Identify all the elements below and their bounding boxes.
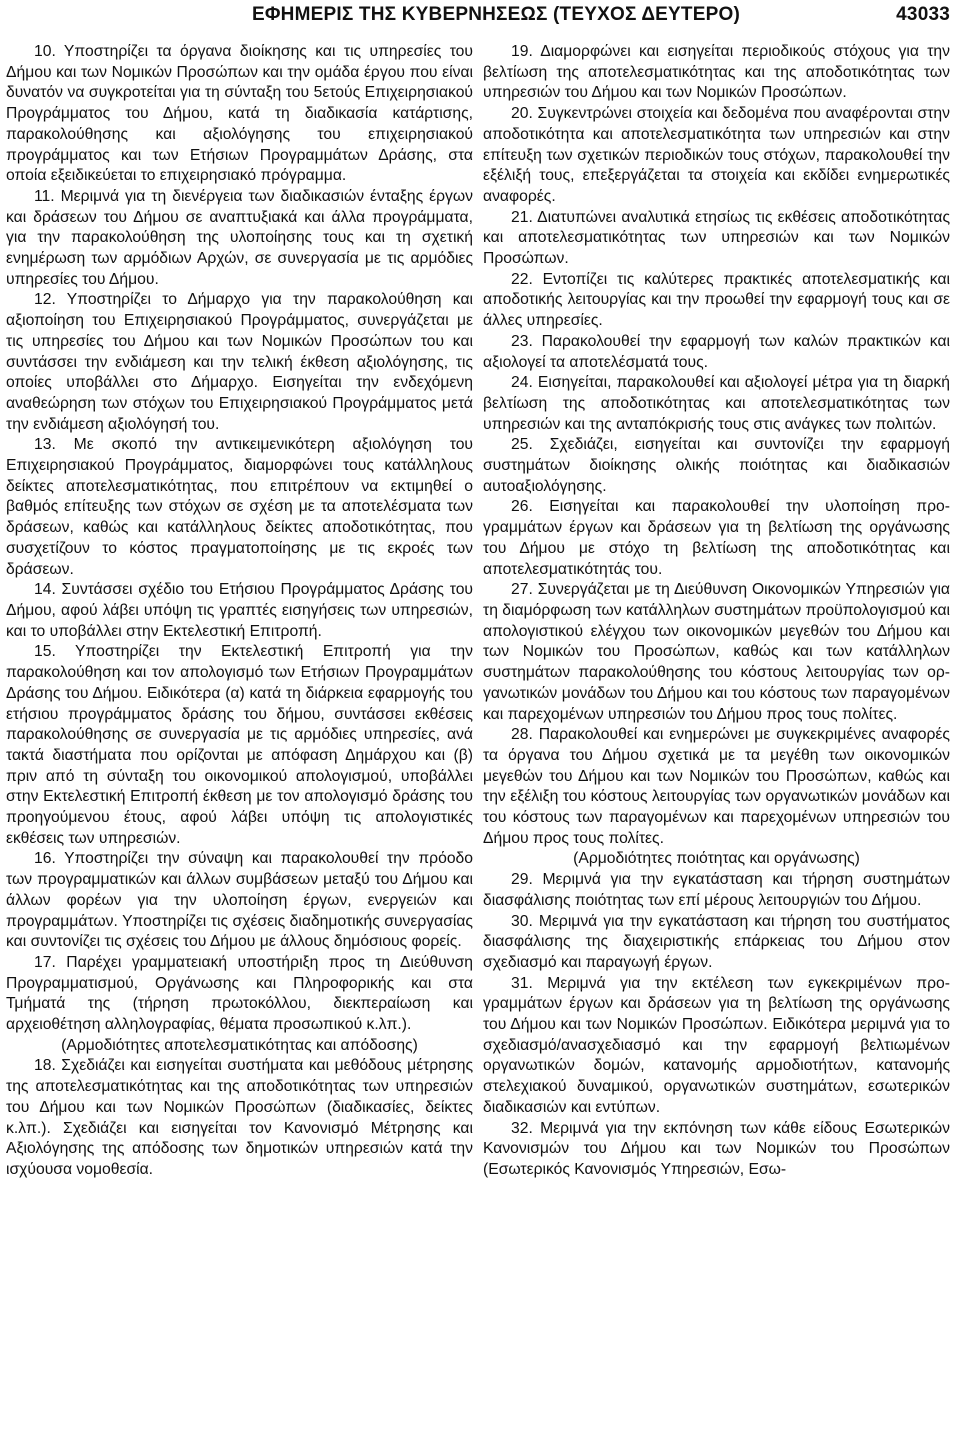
paragraph-23: 23. Παρακολουθεί την εφαρμογή των καλών πρακτικών και αξιολογεί τα αποτελέσματά τους. bbox=[483, 332, 950, 371]
paragraph-10: 10. Υποστηρίζει τα όργανα διοίκησης και τις υπηρεσίες του Δήμου και των Νομικών Προσώπων και την ομάδα έργου που είναι δυνατόν να συγκροτείται για τη σύνταξη του 5ετούς Επιχειρησιακού Προγράμματος του Δήμου, κατά τη διαδικασία κατάρτισης, παρακολούθησης και αξιολόγησης του επιχειρησιακού προγράμματος και των Ετήσιων Προγραμμάτων Δράσης, στα οποία εξειδικεύεται το επιχειρησιακό πρόγραμμα. bbox=[6, 43, 473, 185]
page-header bbox=[6, 0, 950, 32]
section-heading-performance: (Αρμοδιότητες αποτελεσματικότητας και απόδοσης) bbox=[61, 1036, 418, 1054]
paragraph-27: 27. Συνεργάζεται με τη Διεύθυνση Οικονομικών Υπηρεσιών για τη διαμόρφωση των κατάλληλων συστημάτων προϋπολογισμού και απολογιστικού ελέγχου των οικονομικών μεγεθών του Δήμου και των Νομικών του Προσώπων, καθώς και των κατάλληλων συστημάτων παρακολούθησης του κόστους λειτουργίας των οργανωτικών μονάδων του Δήμου και του κόστους των παραγομένων και παρεχομένων υπηρεσιών του Δήμου προς τους πολίτες. bbox=[483, 581, 950, 723]
paragraph-19: 19. Διαμορφώνει και εισηγείται περιοδικούς στόχους για την βελτίωση της αποτελεσματικότητας και της αποδοτικότητας των υπηρεσιών του Δήμου και των Νομικών Προσώπων. bbox=[483, 43, 950, 102]
gazette-title: ΕΦΗΜΕΡΙΣ ΤΗΣ ΚΥΒΕΡΝΗΣΕΩΣ (ΤΕΥΧΟΣ ΔΕΥΤΕΡΟ) bbox=[252, 4, 740, 25]
right-column bbox=[483, 42, 950, 1181]
page-number: 43033 bbox=[896, 4, 950, 25]
paragraph-22: 22. Εντοπίζει τις καλύτερες πρακτικές αποτελεσματικής και αποδοτικής λειτουργίας και την προωθεί την εφαρμογή τους και σε άλλες υπηρεσίες. bbox=[483, 270, 950, 330]
paragraph-29: 29. Μεριμνά για την εγκατάσταση και τήρηση συστημάτων διασφάλισης ποιότητας των επί μέρους λειτουργιών του Δήμου. bbox=[483, 871, 950, 909]
paragraph-20: 20. Συγκεντρώνει στοιχεία και δεδομένα που αναφέρονται στην αποδοτικότητα και αποτελεσματικότητα των υπηρεσιών και στην επίτευξη των σχετικών περιοδικών τους στόχων, παρακολουθεί την εξέλιξή τους, επεξεργάζεται τα στοιχεία και εκδίδει ενημερωτικές αναφορές. bbox=[483, 105, 950, 205]
paragraph-15: 15. Υποστηρίζει την Εκτελεστική Επιτροπή για την παρακολούθηση και τον απολογισμό των Ετήσιων Προγραμμάτων Δράσης του Δήμου. Ειδικότερα (α) κατά τη διάρκεια εφαρμογής του ετήσιου προγράμματος δράσης του δήμου, συντάσσει εκθέσεις παρακολούθησης σε συνεργασία με τις αρμόδιες υπηρεσίες, ανά τακτά διαστήματα που ορίζονται με απόφαση Δημάρχου και (β) πριν από τη σύνταξη του οικονομικού απολογισμού, υποβάλλει στην Εκτελεστική Επιτροπή έκθεση με τον απολογισμό δράσης του προηγούμενου έτους, αφού λάβει υπόψη τις απολογιστικές εκθέσεις των υπηρεσιών. bbox=[6, 643, 473, 847]
paragraph-32: 32. Μεριμνά για την εκπόνηση των κάθε είδους Εσωτερικών Κανονισμών του Δήμου και των Νομικών του Προσώπων (Εσωτερικός Κανονισμός Υπηρεσιών, Εσω- bbox=[483, 1119, 950, 1178]
paragraph-24: 24. Εισηγείται, παρακολουθεί και αξιολογεί μέτρα για τη διαρκή βελτίωση της αποδοτικότητας και αποτελεσματικότητας των υπηρεσιών και της ανταπόκρισής τους στις ανάγκες των πολιτών. bbox=[483, 374, 950, 433]
paragraph-18: 18. Σχεδιάζει και εισηγείται συστήματα και μεθόδους μέτρησης της αποτελεσματικότητας και της αποδοτικότητας των υπηρεσιών του Δήμου και των Νομικών Προσώπων (διαδικασίες, δείκτες κ.λπ.). Σχεδιάζει και εισηγείται τον Κανονισμό Μέτρησης και Αξιολόγησης της απόδοσης των δημοτικών υπηρεσιών κατά την ισχύουσα νομοθεσία. bbox=[6, 1057, 473, 1178]
paragraph-21: 21. Διατυπώνει αναλυτικά ετησίως τις εκθέσεις αποδοτικότητας και αποτελεσματικότητας των υπηρεσιών και των Νομικών Προσώπων. bbox=[483, 208, 950, 268]
paragraph-14: 14. Συντάσσει σχέδιο του Ετήσιου Προγράμματος Δράσης του Δήμου, αφού λάβει υπόψη τις γραπτές εισηγήσεις των υπηρεσιών, και το υποβάλλει στην Εκτελεστική Επιτροπή. bbox=[6, 581, 473, 640]
paragraph-12: 12. Υποστηρίζει το Δήμαρχο για την παρακολούθηση και αξιοποίηση του Επιχειρησιακού Προγράμματος, συνεργάζεται με τις υπηρεσίες του Δήμου και των Νομικών Προσώπων του και συντάσσει την ενδιάμεση και την τελική έκθεση αξιολόγησης, τις οποίες υποβάλλει στο Δήμαρχο. Εισηγείται την ενδεχόμενη αναθεώρηση των στόχων του Επιχειρησιακού Προγράμματος μετά την ενδιάμεση αξιολόγησή του. bbox=[6, 291, 473, 433]
paragraph-31: 31. Μεριμνά για την εκτέλεση των εγκεκριμένων προγραμμάτων έργων και δράσεων για τη βελτίωση της οργάνωσης του Δήμου και των Νομικών Προσώπων. Ειδικότερα μεριμνά για το σχεδιασμό/ανασχεδιασμό και την εφαρμογή βελτιωμένων οργανωτικών δομών, κατανομής αρμοδιοτήτων, κατανομής στελεχιακού δυναμικού, οργανωτικών συστημάτων, εσωτερικών διαδικασιών και εντύπων. bbox=[483, 974, 950, 1116]
left-column bbox=[6, 42, 473, 1181]
paragraph-13: 13. Με σκοπό την αντικειμενικότερη αξιολόγηση του Επιχειρησιακού Προγράμματος, διαμορφώνει τους κατάλληλους δείκτες αποτελεσματικότητας, που επιτρέπουν να εκτιμηθεί ο βαθμός επίτευξης των στόχων σε σχέση με τα αποτελέσματα των δράσεων, καθώς και κατάλληλους δείκτες αποδοτικότητας, που συσχετίζουν το κόστος πραγματοποίησης με τις εκροές των δράσεων. bbox=[6, 436, 473, 578]
paragraph-30: 30. Μεριμνά για την εγκατάσταση και τήρηση του συστήματος διασφάλισης της διαχειριστικής επάρκειας του Δήμου στον σχεδιασμό και παραγωγή έργων. bbox=[483, 912, 950, 971]
text-columns bbox=[6, 42, 950, 1181]
section-heading-quality: (Αρμοδιότητες ποιότητας και οργάνωσης) bbox=[573, 850, 860, 868]
paragraph-26: 26. Εισηγείται και παρακολουθεί την υλοποίηση προγραμμάτων έργων και δράσεων για τη βελτίωση της οργάνωσης του Δήμου με στόχο τη βελτίωση της αποδοτικότητας και αποτελεσματικότητάς του. bbox=[483, 498, 950, 578]
paragraph-11: 11. Μεριμνά για τη διενέργεια των διαδικασιών ένταξης έργων και δράσεων του Δήμου σε αναπτυξιακά και άλλα προγράμματα, για την παρακολούθηση της υλοποίησης τους και τη σχετική ενημέρωση των αρμόδιων Αρχών, σε συνεργασία με τις αρμόδιες υπηρεσίες του Δήμου. bbox=[6, 187, 473, 288]
paragraph-28: 28. Παρακολουθεί και ενημερώνει με συγκεκριμένες αναφορές τα όργανα του Δήμου σχετικά με τα μεγέθη των οικονομικών μεγεθών του Δήμου και των Νομικών του Προσώπων, καθώς και την εξέλιξη του κόστους λειτουργίας των οργανωτικών μονάδων και του κόστους των παραγομένων και παρεχομένων υπηρεσιών του Δήμου προς τους πολίτες. bbox=[483, 726, 950, 847]
paragraph-17: 17. Παρέχει γραμματειακή υποστήριξη προς τη Διεύθυνση Προγραμματισμού, Οργάνωσης και Πληροφορικής και στα Τμήματά της (τήρηση πρωτοκόλλου, διεκπεραίωση και αρχειοθέτηση αλληλογραφίας, θέματα προσωπικού κ.λπ.). bbox=[6, 953, 473, 1034]
paragraph-25: 25. Σχεδιάζει, εισηγείται και συντονίζει την εφαρμογή συστημάτων διοίκησης ολικής ποιότητας και διαδικασιών αυτοαξιολόγησης. bbox=[483, 436, 950, 495]
paragraph-16: 16. Υποστηρίζει την σύναψη και παρακολουθεί την πρόοδο των προγραμματικών και άλλων συμβάσεων μεταξύ του Δήμου και άλλων φορέων για την υλοποίηση έργων, ενεργειών και προγραμμάτων. Υποστηρίζει τις σχέσεις διαδημοτικής συνεργασίας και συντονίζει τις σχέσεις του Δήμου με άλλους δημόσιους φορείς. bbox=[6, 850, 473, 951]
